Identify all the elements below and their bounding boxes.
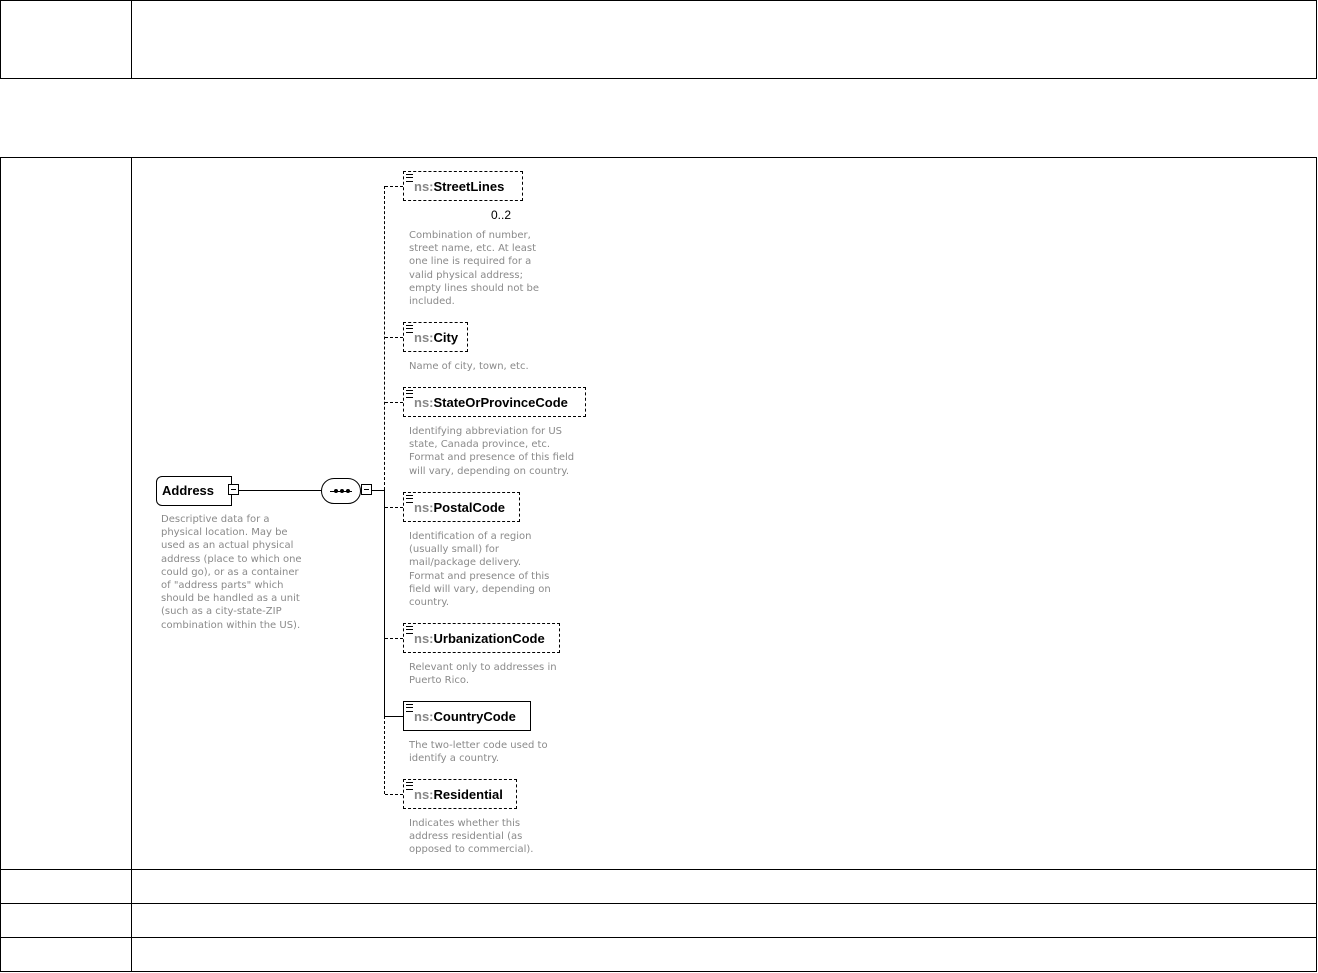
diagram-label-cell	[1, 158, 132, 870]
element-name: StateOrProvinceCode	[433, 395, 568, 410]
element-name: PostalCode	[433, 500, 506, 515]
element-urbanization-code[interactable]	[403, 623, 560, 653]
properties-icon	[406, 495, 413, 503]
element-namespace: ns:	[414, 709, 434, 724]
sequence-branch-required	[384, 490, 385, 716]
row-value-cell	[132, 904, 1317, 938]
row-value-cell	[132, 870, 1317, 904]
child-connector	[385, 337, 403, 338]
top-table	[0, 0, 1317, 79]
properties-icon	[406, 782, 413, 790]
root-doc: Descriptive data for a physical location. May be used as an actual physical address (place to which one could go), or as a container of "address parts" which should be handled as a unit (such as a city-state-ZIP combination within the US).	[161, 514, 302, 631]
element-doc: Identifying abbreviation for US state, Canada province, etc. Format and presence of this field will vary, depending on country.	[409, 426, 575, 477]
sequence-branch-lower	[384, 716, 385, 794]
sequence-branch-upper	[384, 186, 385, 490]
child-connector	[385, 402, 403, 403]
row-label-cell	[1, 870, 132, 904]
child-connector	[385, 716, 403, 717]
element-street-lines[interactable]	[403, 171, 523, 201]
element-doc: The two-letter code used to identify a country.	[409, 740, 548, 765]
element-name: UrbanizationCode	[433, 631, 545, 646]
occurrence-label: 0..2	[491, 208, 512, 222]
sequence-collapse-icon[interactable]	[361, 484, 372, 495]
diagram-cell	[132, 158, 1317, 870]
child-connector	[385, 507, 403, 508]
properties-icon	[406, 704, 413, 712]
child-connector	[385, 638, 403, 639]
element-doc: Identification of a region (usually small) for mail/package delivery. Format and presence of this field will vary, depending on country.	[409, 531, 551, 609]
row-label-cell	[1, 938, 132, 972]
root-connector	[239, 490, 321, 491]
element-name: CountryCode	[433, 709, 516, 724]
row-label-cell	[1, 904, 132, 938]
root-element[interactable]	[156, 476, 232, 506]
top-value-cell	[132, 1, 1317, 79]
element-namespace: ns:	[414, 179, 434, 194]
element-city[interactable]	[403, 322, 468, 352]
child-connector	[385, 794, 403, 795]
element-name: StreetLines	[433, 179, 505, 194]
element-country-code[interactable]	[403, 701, 531, 731]
row-value-cell	[132, 938, 1317, 972]
element-postal-code[interactable]	[403, 492, 520, 522]
root-element-name: Address	[162, 483, 215, 498]
top-label-cell	[1, 1, 132, 79]
child-connector	[385, 186, 403, 187]
properties-icon	[406, 325, 413, 333]
sequence-compositor[interactable]	[321, 478, 361, 504]
element-namespace: ns:	[414, 500, 434, 515]
properties-icon	[406, 390, 413, 398]
root-collapse-icon[interactable]	[228, 484, 239, 495]
element-doc: Indicates whether this address residential (as opposed to commercial).	[409, 818, 534, 856]
element-doc: Relevant only to addresses in Puerto Rico.	[409, 662, 557, 687]
element-doc: Combination of number, street name, etc. At least one line is required for a valid physical address; empty lines should not be included.	[409, 230, 540, 308]
element-namespace: ns:	[414, 787, 434, 802]
properties-icon	[406, 626, 413, 634]
element-namespace: ns:	[414, 330, 434, 345]
properties-icon	[406, 174, 413, 182]
element-name: City	[433, 330, 459, 345]
element-name: Residential	[433, 787, 503, 802]
element-namespace: ns:	[414, 395, 434, 410]
element-namespace: ns:	[414, 631, 434, 646]
sequence-connector	[372, 490, 384, 491]
element-residential[interactable]	[403, 779, 517, 809]
element-doc: Name of city, town, etc.	[409, 361, 529, 372]
element-state-or-province-code[interactable]	[403, 387, 586, 417]
